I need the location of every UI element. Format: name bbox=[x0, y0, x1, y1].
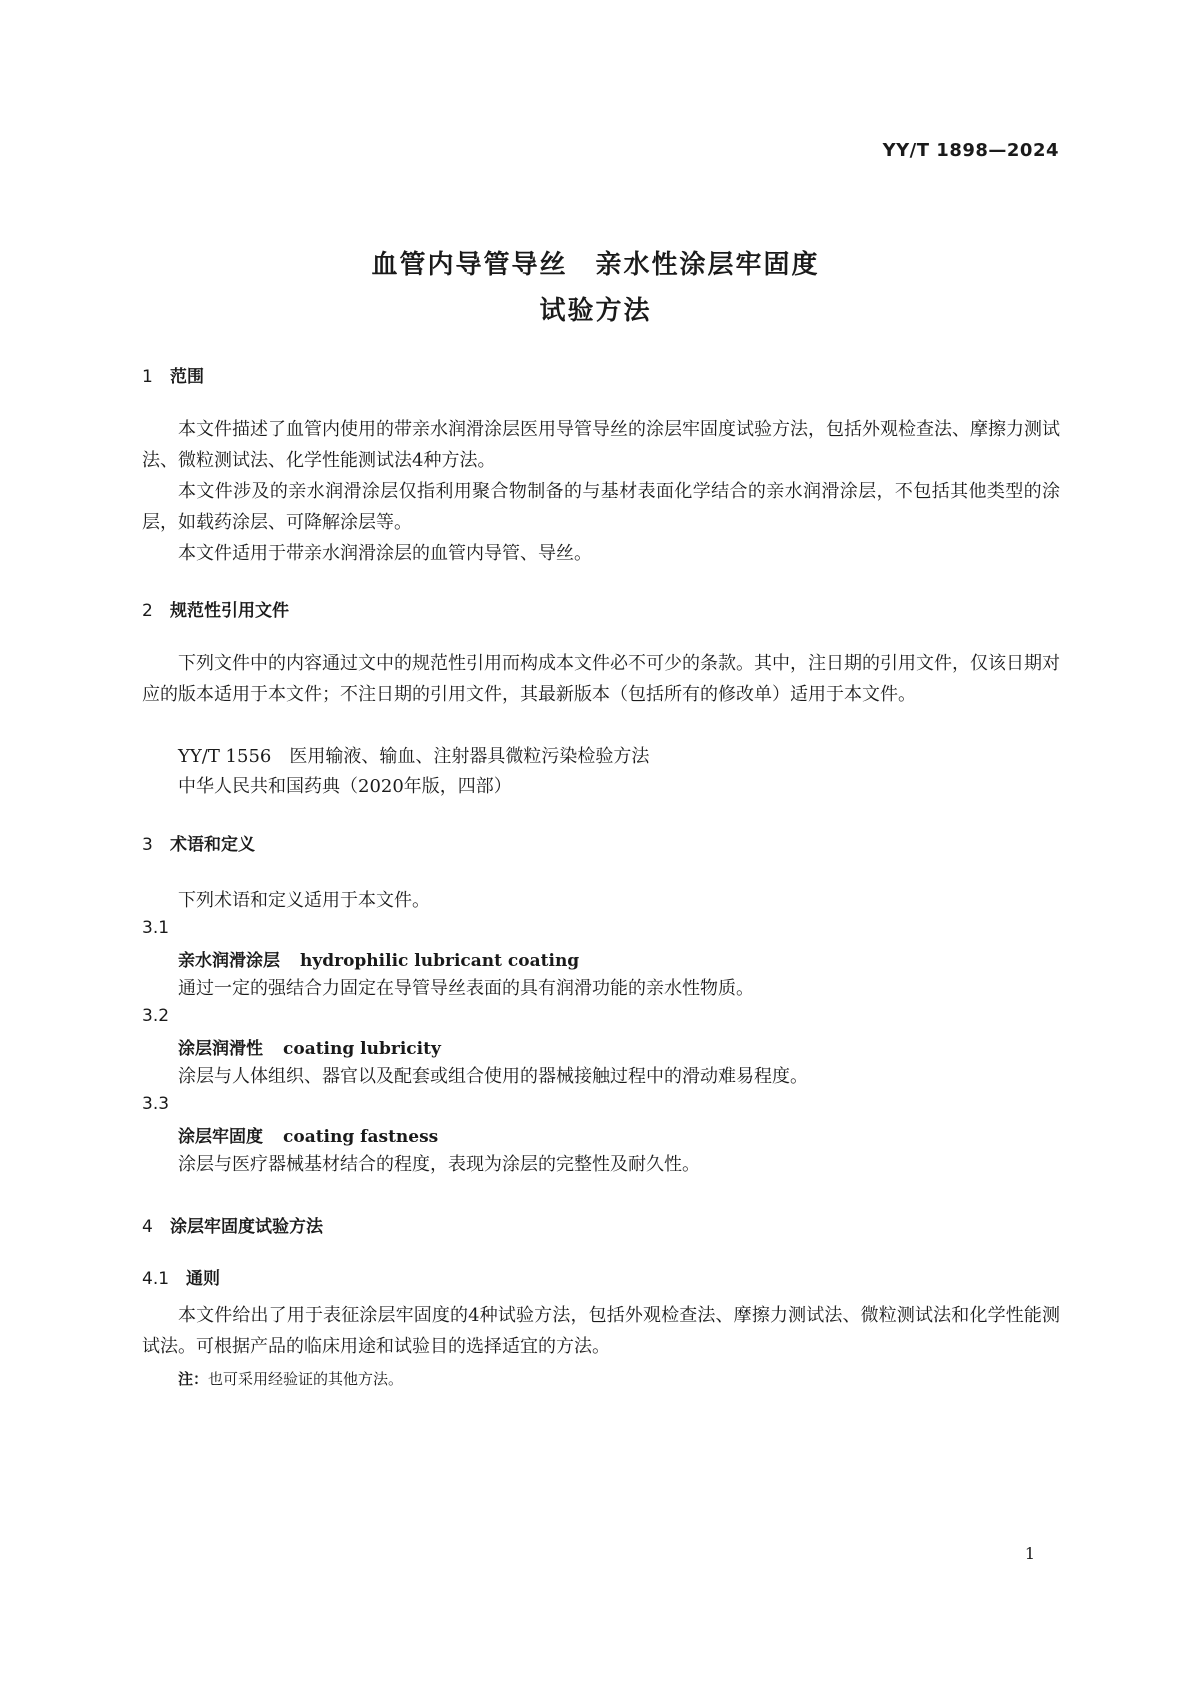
note-label: 注： bbox=[178, 1370, 209, 1388]
section-heading bbox=[142, 362, 204, 387]
paragraph: 本文件适用于带亲水润滑涂层的血管内导管、导丝。 bbox=[178, 543, 592, 564]
term-definition: 通过一定的强结合力固定在导管导丝表面的具有润滑功能的亲水性物质。 bbox=[178, 978, 754, 999]
term-definition: 涂层与医疗器械基材结合的程度，表现为涂层的完整性及耐久性。 bbox=[178, 1154, 700, 1175]
section-number: 4 bbox=[142, 1217, 153, 1237]
paragraph: 本文件给出了用于表征涂层牢固度的4种试验方法，包括外观检查法、摩擦力测试法、微粒测试法和化学性能测试法。可根据产品的临床用途和试验目的选择适宜的方法。 bbox=[142, 1305, 1060, 1357]
term-number: 3.3 bbox=[142, 1094, 170, 1114]
standard-code: YY/T 1898—2024 bbox=[882, 140, 1059, 161]
paragraph: 下列文件中的内容通过文中的规范性引用而构成本文件必不可少的条款。其中，注日期的引用文件，仅该日期对应的版本适用于本文件；不注日期的引用文件，其最新版本（包括所有的修改单）适用于本文件。 bbox=[142, 653, 1060, 705]
term-en: coating lubricity bbox=[283, 1039, 441, 1059]
paragraph: 下列术语和定义适用于本文件。 bbox=[178, 890, 430, 911]
doc-title-line1: 血管内导管导丝 亲水性涂层牢固度 bbox=[371, 250, 820, 280]
section-heading bbox=[142, 830, 255, 855]
paragraph: 本文件涉及的亲水润滑涂层仅指利用聚合物制备的与基材表面化学结合的亲水润滑涂层，不包括其他类型的涂层，如载药涂层、可降解涂层等。 bbox=[142, 481, 1060, 533]
section-number: 2 bbox=[142, 601, 153, 621]
section-title: 规范性引用文件 bbox=[170, 601, 289, 621]
term-definition: 涂层与人体组织、器官以及配套或组合使用的器械接触过程中的滑动难易程度。 bbox=[178, 1066, 808, 1087]
term-zh: 涂层润滑性 bbox=[178, 1039, 263, 1059]
term-zh: 涂层牢固度 bbox=[178, 1127, 263, 1147]
section-heading bbox=[142, 596, 289, 621]
section-title: 涂层牢固度试验方法 bbox=[170, 1217, 323, 1237]
term-number: 3.1 bbox=[142, 918, 170, 938]
reference-item: 中华人民共和国药典（2020年版，四部） bbox=[178, 776, 512, 797]
term-en: hydrophilic lubricant coating bbox=[300, 951, 580, 971]
section-title: 术语和定义 bbox=[170, 835, 255, 855]
paragraph: 本文件描述了血管内使用的带亲水润滑涂层医用导管导丝的涂层牢固度试验方法，包括外观检查法、摩擦力测试法、微粒测试法、化学性能测试法4种方法。 bbox=[142, 419, 1060, 471]
subsection-number: 4.1 bbox=[142, 1269, 170, 1289]
doc-title-line2: 试验方法 bbox=[539, 296, 652, 326]
note bbox=[178, 1368, 403, 1389]
term-heading bbox=[178, 946, 579, 971]
term-zh: 亲水润滑涂层 bbox=[178, 951, 280, 971]
subsection-heading bbox=[142, 1264, 220, 1289]
note-text: 也可采用经验证的其他方法。 bbox=[208, 1370, 404, 1388]
reference-item: YY/T 1556 医用输液、输血、注射器具微粒污染检验方法 bbox=[178, 746, 650, 767]
term-heading bbox=[178, 1034, 441, 1059]
section-number: 1 bbox=[142, 367, 153, 387]
subsection-title: 通则 bbox=[186, 1269, 220, 1289]
section-number: 3 bbox=[142, 835, 153, 855]
section-title: 范围 bbox=[170, 367, 204, 387]
term-en: coating fastness bbox=[283, 1127, 439, 1147]
page-number: 1 bbox=[1024, 1544, 1035, 1563]
term-number: 3.2 bbox=[142, 1006, 170, 1026]
term-heading bbox=[178, 1122, 438, 1147]
section-heading bbox=[142, 1212, 323, 1237]
